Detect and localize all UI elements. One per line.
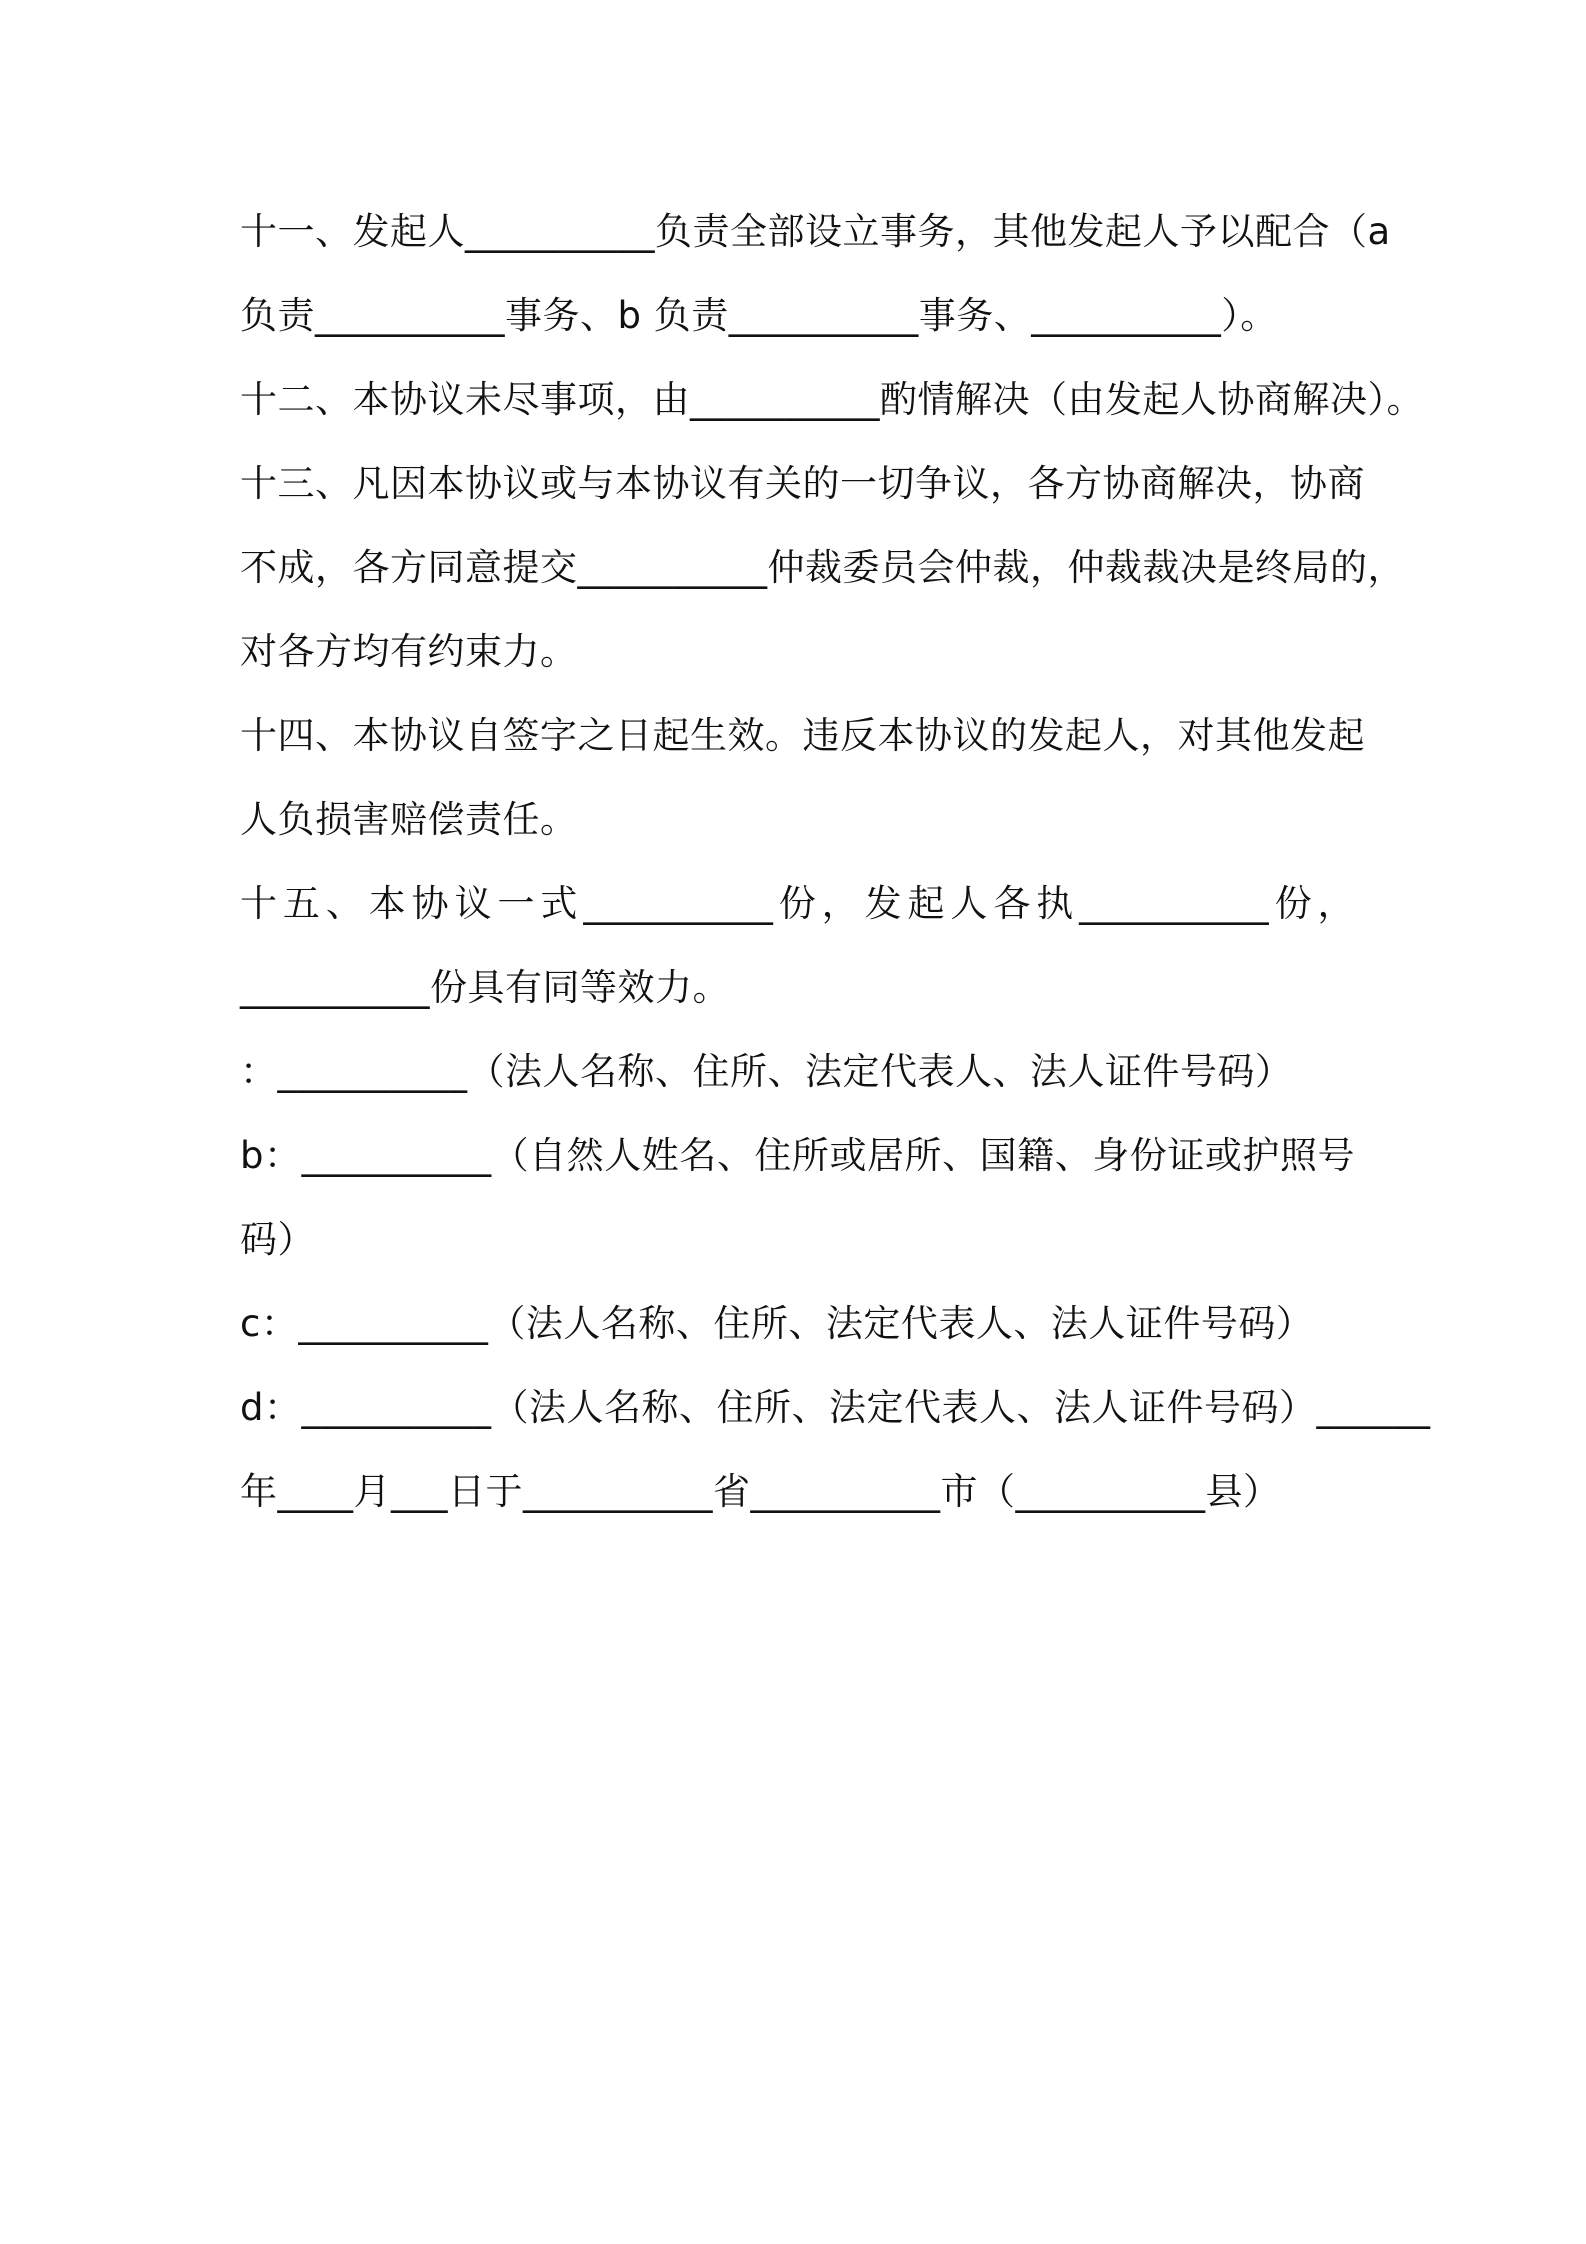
document-body [240, 190, 1431, 1534]
party-a-line: ：__________（法人名称、住所、法定代表人、法人证件号码） [240, 1050, 1293, 1093]
signing-date-place-line: 年____月___日于__________省__________市（__________县） [240, 1470, 1281, 1513]
clause-13-line-2: 不成，各方同意提交__________仲裁委员会仲裁，仲裁裁决是终局的， [240, 546, 1405, 589]
clause-12-line-1: 十二、本协议未尽事项，由__________酌情解决（由发起人协商解决）。 [240, 378, 1424, 421]
clause-15-line-1: 十五、本协议一式__________份，发起人各执__________份， [240, 882, 1355, 925]
party-d-line: d：__________（法人名称、住所、法定代表人、法人证件号码）______ [240, 1386, 1431, 1429]
clause-14-line-1: 十四、本协议自签字之日起生效。违反本协议的发起人，对其他发起 [240, 714, 1365, 757]
party-b-line-2: 码） [240, 1218, 315, 1261]
clause-14-line-2: 人负损害赔偿责任。 [240, 798, 578, 841]
party-b-line-1: b：__________（自然人姓名、住所或居所、国籍、身份证或护照号 [240, 1134, 1355, 1177]
party-c-line: c：__________（法人名称、住所、法定代表人、法人证件号码） [240, 1302, 1314, 1345]
clause-13-line-1: 十三、凡因本协议或与本协议有关的一切争议，各方协商解决，协商 [240, 462, 1365, 505]
clause-11-line-1: 十一、发起人__________负责全部设立事务，其他发起人予以配合（a [240, 210, 1391, 253]
clause-15-line-2: __________份具有同等效力。 [240, 966, 730, 1009]
clause-13-line-3: 对各方均有约束力。 [240, 630, 578, 673]
clause-11-line-2: 负责__________事务、b 负责__________事务、__________）。 [240, 294, 1278, 337]
